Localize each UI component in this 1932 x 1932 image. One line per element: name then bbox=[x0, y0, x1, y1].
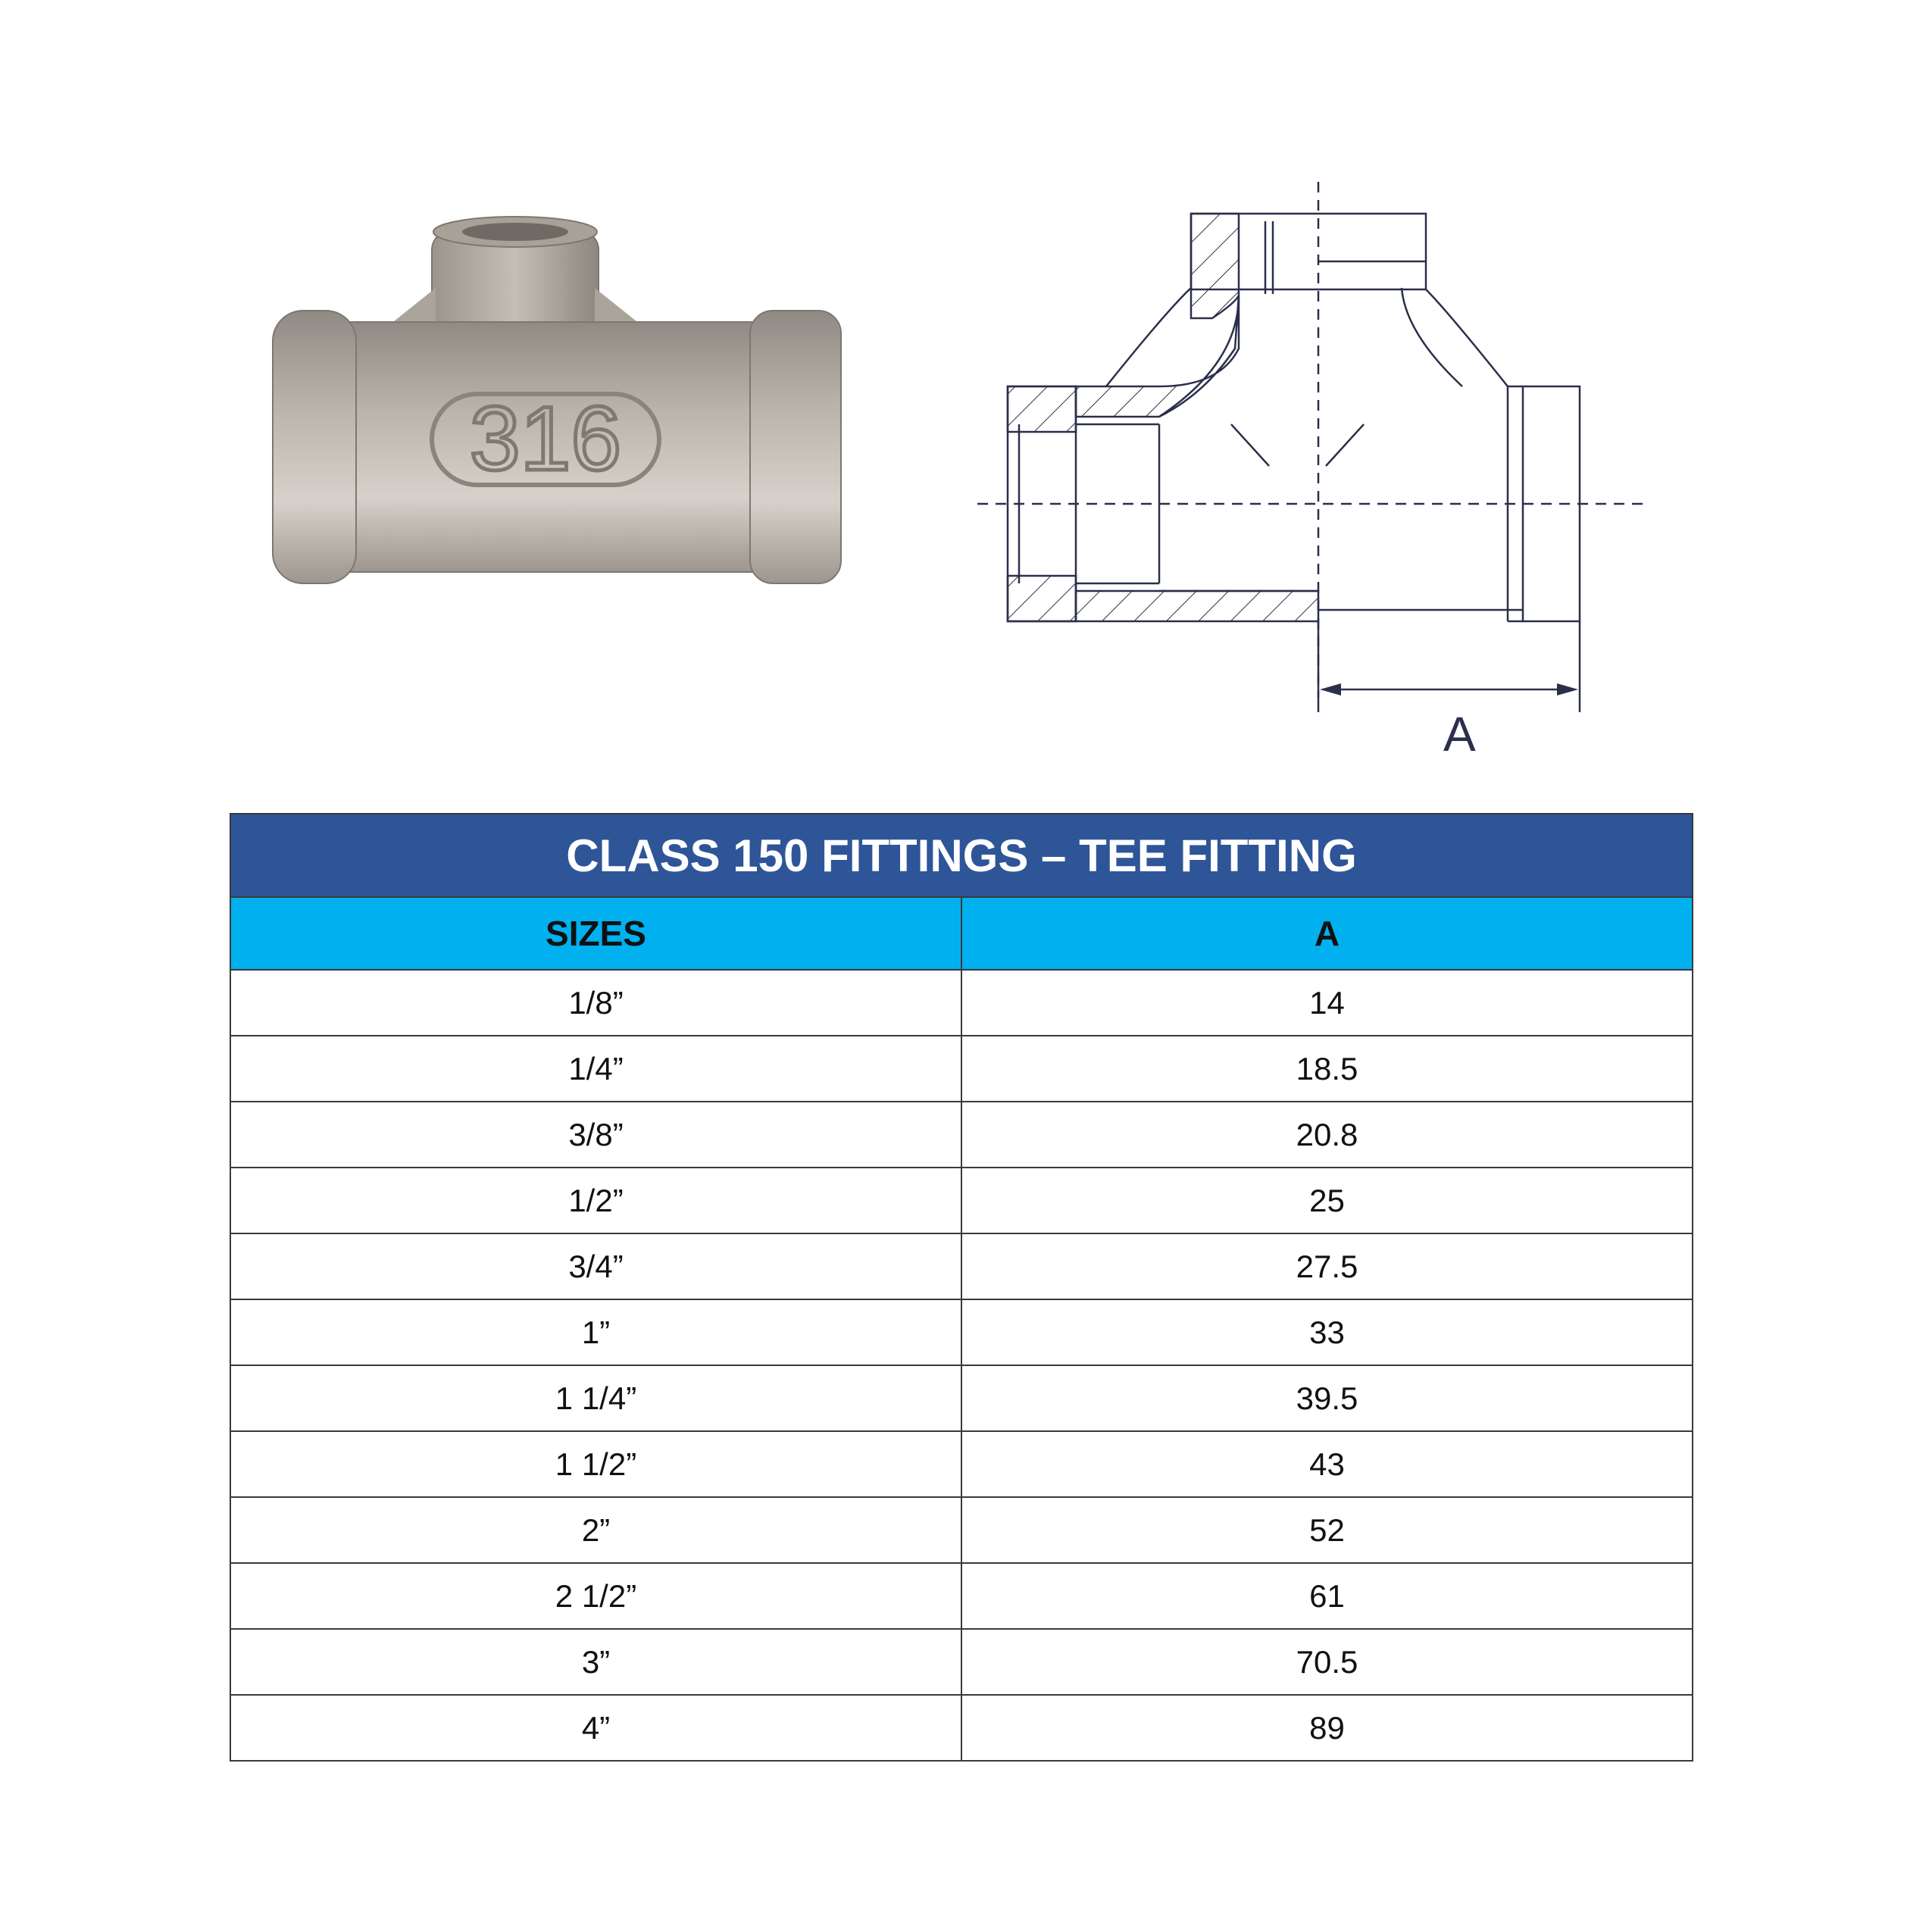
table-row bbox=[230, 1036, 1693, 1102]
tee-fitting-photo bbox=[265, 205, 871, 674]
size-cell: 1/4” bbox=[230, 1036, 961, 1102]
table-row bbox=[230, 1629, 1693, 1695]
size-cell: 1 1/4” bbox=[230, 1365, 961, 1431]
table-row bbox=[230, 1695, 1693, 1761]
a-value-cell: 89 bbox=[961, 1695, 1693, 1761]
table-row bbox=[230, 1563, 1693, 1629]
table-row bbox=[230, 1431, 1693, 1497]
table-row bbox=[230, 1365, 1693, 1431]
table-row bbox=[230, 1233, 1693, 1299]
table-row bbox=[230, 970, 1693, 1036]
size-cell: 1 1/2” bbox=[230, 1431, 961, 1497]
size-cell: 2” bbox=[230, 1497, 961, 1563]
photo-marking: 316 bbox=[469, 388, 622, 489]
column-header-sizes: SIZES bbox=[230, 897, 961, 970]
size-cell: 4” bbox=[230, 1695, 961, 1761]
table-row bbox=[230, 1497, 1693, 1563]
size-cell: 2 1/2” bbox=[230, 1563, 961, 1629]
a-value-cell: 70.5 bbox=[961, 1629, 1693, 1695]
column-header-a: A bbox=[961, 897, 1693, 970]
a-value-cell: 14 bbox=[961, 970, 1693, 1036]
a-value-cell: 20.8 bbox=[961, 1102, 1693, 1168]
size-cell: 1/8” bbox=[230, 970, 961, 1036]
a-value-cell: 52 bbox=[961, 1497, 1693, 1563]
a-value-cell: 25 bbox=[961, 1168, 1693, 1233]
tee-fitting-dimensions-table bbox=[230, 813, 1693, 1762]
a-value-cell: 33 bbox=[961, 1299, 1693, 1365]
dimension-arrow-left bbox=[1320, 683, 1341, 696]
dimension-arrow-right bbox=[1557, 683, 1578, 696]
a-value-cell: 18.5 bbox=[961, 1036, 1693, 1102]
size-cell: 1” bbox=[230, 1299, 961, 1365]
a-value-cell: 27.5 bbox=[961, 1233, 1693, 1299]
table-row bbox=[230, 1168, 1693, 1233]
table-title: CLASS 150 FITTINGS – TEE FITTING bbox=[230, 814, 1693, 897]
size-cell: 3” bbox=[230, 1629, 961, 1695]
a-value-cell: 39.5 bbox=[961, 1365, 1693, 1431]
dimension-label-a: A bbox=[1443, 707, 1476, 761]
a-value-cell: 43 bbox=[961, 1431, 1693, 1497]
size-cell: 3/4” bbox=[230, 1233, 961, 1299]
table-row bbox=[230, 1299, 1693, 1365]
tee-cross-section-drawing bbox=[977, 167, 1659, 773]
a-value-cell: 61 bbox=[961, 1563, 1693, 1629]
size-cell: 1/2” bbox=[230, 1168, 961, 1233]
size-cell: 3/8” bbox=[230, 1102, 961, 1168]
table-row bbox=[230, 1102, 1693, 1168]
